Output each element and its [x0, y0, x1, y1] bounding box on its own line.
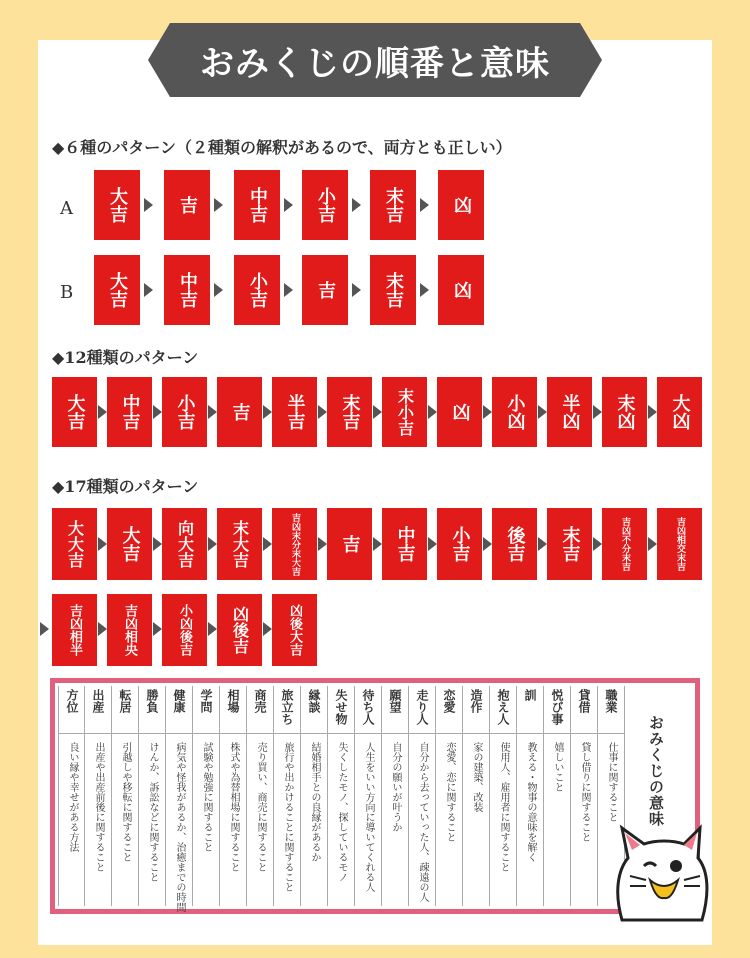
meaning-column [490, 686, 517, 906]
arrow-right-icon [263, 405, 272, 419]
arrow-right-icon [428, 537, 437, 551]
fortune-card [438, 170, 484, 240]
fortune-card [327, 508, 372, 580]
meaning-column [409, 686, 436, 906]
meaning-desc [436, 742, 462, 842]
meaning-desc [139, 742, 165, 882]
meaning-column [220, 686, 247, 906]
fortune-card [302, 170, 348, 240]
meaning-column [58, 686, 85, 906]
fortune-card [272, 508, 317, 580]
meaning-desc [85, 742, 111, 872]
fortune-card [107, 508, 152, 580]
meaning-desc [220, 742, 246, 872]
meaning-head [355, 686, 381, 734]
card-label: 凶後大吉 [287, 604, 302, 656]
card-label: 半凶 [559, 394, 581, 430]
meaning-desc [571, 742, 597, 842]
fortune-card [164, 255, 210, 325]
meaning-head-label: 恋愛 [442, 689, 456, 713]
fortune-card [217, 377, 262, 447]
arrow-right-icon [373, 537, 382, 551]
meaning-head [220, 686, 246, 734]
arrow-right-icon [420, 198, 429, 212]
arrow-right-icon [483, 537, 492, 551]
meaning-head-label: 転居 [118, 689, 132, 713]
card-label: 末大吉 [230, 520, 250, 568]
meaning-desc [301, 742, 327, 862]
arrow-right-icon [538, 405, 547, 419]
meaning-column [355, 686, 382, 906]
meaning-column [247, 686, 274, 906]
card-label: 吉凶相央 [122, 604, 137, 656]
card-label: 中吉 [119, 394, 141, 430]
card-label: 末吉 [383, 272, 404, 308]
arrow-right-icon [144, 283, 153, 297]
meanings-table [58, 686, 618, 912]
arrow-right-icon [144, 198, 153, 212]
fortune-card [602, 377, 647, 447]
fortune-card [382, 508, 427, 580]
meaning-desc-text: 引越しや移転に関すること [120, 742, 131, 862]
fortune-card [52, 594, 97, 666]
row-label-b: B [60, 282, 74, 303]
card-label: 吉凶不分末吉 [620, 517, 630, 571]
meaning-column [517, 686, 544, 906]
fortune-card [547, 508, 592, 580]
meaning-desc-text: 家の建築、改装 [471, 742, 482, 812]
fortune-card [437, 377, 482, 447]
meaning-head-label: 走り人 [415, 689, 429, 725]
meaning-desc-text: 教える・物事の意味を解く [525, 742, 536, 862]
meaning-desc [517, 742, 543, 862]
card-label: 大吉 [107, 272, 128, 308]
arrow-right-icon [428, 405, 437, 419]
fortune-card [382, 377, 427, 447]
meaning-head [463, 686, 489, 734]
meaning-head-label: 失せ物 [334, 689, 348, 725]
meaning-head [490, 686, 516, 734]
fortune-card [327, 377, 372, 447]
meaning-head-label: 勝負 [145, 689, 159, 713]
arrow-right-icon [98, 537, 107, 551]
card-label: 末凶 [614, 394, 636, 430]
card-label: 凶 [449, 403, 471, 421]
meaning-desc-text: 株式や為替相場に関すること [228, 742, 239, 872]
arrow-right-icon [593, 405, 602, 419]
fortune-card [437, 508, 482, 580]
card-label: 末吉 [559, 526, 581, 562]
card-label: 向大吉 [175, 520, 195, 568]
meaning-desc-text: けんか、訴訟などに関すること [147, 742, 158, 882]
card-label: 小凶 [504, 394, 526, 430]
meaning-head [166, 686, 192, 734]
page-title: おみくじの順番と意味 [200, 43, 550, 84]
card-label: 小吉 [247, 272, 268, 308]
meaning-desc-text: 貸し借りに関すること [579, 742, 590, 842]
meaning-head-label: 願望 [388, 689, 402, 713]
card-label: 末吉 [339, 394, 361, 430]
card-label: 小吉 [449, 526, 471, 562]
meaning-desc [112, 742, 138, 862]
meaning-column [382, 686, 409, 906]
arrow-right-icon [263, 622, 272, 636]
meaning-desc-text: 売り買い、商売に関すること [255, 742, 266, 872]
arrow-right-icon [98, 622, 107, 636]
fortune-card [492, 377, 537, 447]
arrow-right-icon [483, 405, 492, 419]
meaning-head-label: 職業 [604, 689, 618, 713]
meaning-head-label: 出産 [91, 689, 105, 713]
arrow-right-icon [284, 198, 293, 212]
arrow-right-icon [648, 537, 657, 551]
meaning-head-label: 造作 [469, 689, 483, 713]
arrow-right-icon [420, 283, 429, 297]
meaning-desc [193, 742, 219, 852]
meaning-head [571, 686, 597, 734]
meaning-head-label: 待ち人 [361, 689, 375, 725]
meaning-head-label: 貸借 [577, 689, 591, 713]
meaning-column [436, 686, 463, 906]
fortune-card [302, 255, 348, 325]
arrow-right-icon [98, 405, 107, 419]
arrow-right-icon [153, 405, 162, 419]
arrow-right-icon [318, 537, 327, 551]
card-label: 大大吉 [65, 520, 85, 568]
arrow-right-icon [593, 537, 602, 551]
card-label: 小吉 [174, 394, 196, 430]
meaning-desc-text: 自分から去っていった人、疎遠の人 [417, 742, 428, 902]
card-label: 吉凶相半 [67, 604, 82, 656]
card-label: 中吉 [177, 272, 198, 308]
meaning-desc [544, 742, 570, 792]
meaning-column [544, 686, 571, 906]
arrow-right-icon [40, 622, 49, 636]
meanings-title: おみくじの意味 [647, 715, 665, 827]
meaning-head [517, 686, 543, 734]
card-label: 大吉 [64, 394, 86, 430]
meaning-desc-text: 人生をいい方向に導いてくれる人 [363, 742, 374, 892]
card-label: 吉 [229, 403, 251, 421]
meaning-head [382, 686, 408, 734]
arrow-right-icon [352, 198, 361, 212]
card-label: 中吉 [394, 526, 416, 562]
arrow-right-icon [263, 537, 272, 551]
meaning-column [85, 686, 112, 906]
meaning-head-label: 訓 [523, 689, 537, 701]
meaning-head [301, 686, 327, 734]
meaning-head [247, 686, 273, 734]
arrow-right-icon [208, 622, 217, 636]
meaning-head [409, 686, 435, 734]
title-banner [148, 23, 602, 97]
meaning-head [436, 686, 462, 734]
meaning-head-label: 方位 [65, 689, 79, 713]
card-label: 小凶後吉 [177, 604, 192, 656]
meaning-head [112, 686, 138, 734]
fortune-card [438, 255, 484, 325]
meaning-head [544, 686, 570, 734]
meaning-desc [409, 742, 435, 902]
card-label: 吉 [315, 281, 336, 299]
meaning-desc-text: 出産や出産前後に関すること [93, 742, 104, 872]
fortune-card [657, 377, 702, 447]
fortune-card [94, 170, 140, 240]
meaning-head-label: 健康 [172, 689, 186, 713]
fortune-card [162, 594, 207, 666]
fortune-card [657, 508, 702, 580]
meaning-desc [490, 742, 516, 872]
meaning-desc-text: 試験や勉強に関すること [201, 742, 212, 852]
meaning-desc [274, 742, 300, 892]
card-label: 凶後吉 [230, 606, 250, 654]
meaning-column [139, 686, 166, 906]
card-label: 小吉 [315, 187, 336, 223]
meaning-head [193, 686, 219, 734]
card-label: 末小吉 [395, 388, 415, 436]
arrow-right-icon [648, 405, 657, 419]
meaning-desc [382, 742, 408, 832]
meaning-head [274, 686, 300, 734]
card-label: 吉凶末分末大吉 [290, 512, 300, 576]
meaning-desc-text: 仕事に関すること [606, 742, 617, 822]
meaning-head-label: 旅立ち [280, 689, 294, 725]
meaning-desc [247, 742, 273, 872]
meaning-desc-text: 結婚相手との良縁があるか [309, 742, 320, 862]
card-label: 凶 [451, 196, 472, 214]
meaning-desc [59, 742, 85, 852]
meaning-column [112, 686, 139, 906]
meaning-head [328, 686, 354, 734]
fortune-card [107, 594, 152, 666]
card-label: 凶 [451, 281, 472, 299]
card-label: 半吉 [284, 394, 306, 430]
card-label: 大吉 [119, 526, 141, 562]
arrow-right-icon [373, 405, 382, 419]
cat-icon [600, 800, 712, 925]
meaning-column [193, 686, 220, 906]
fortune-card [234, 170, 280, 240]
fortune-card [217, 508, 262, 580]
meaning-column [571, 686, 598, 906]
arrow-right-icon [208, 537, 217, 551]
card-label: 大凶 [669, 394, 691, 430]
fortune-card [272, 377, 317, 447]
meaning-column [274, 686, 301, 906]
meaning-head [139, 686, 165, 734]
fortune-card [492, 508, 537, 580]
meaning-column [463, 686, 490, 906]
meaning-head-label: 悦び事 [550, 689, 564, 725]
meaning-desc-text: 旅行や出かけることに関すること [282, 742, 293, 892]
meaning-desc [463, 742, 489, 812]
fortune-card [94, 255, 140, 325]
fortune-card [370, 170, 416, 240]
fortune-card [370, 255, 416, 325]
card-label: 末吉 [383, 187, 404, 223]
fortune-card [162, 377, 207, 447]
card-label: 吉 [339, 535, 361, 553]
meaning-desc-text: 嬉しいこと [552, 742, 563, 792]
arrow-right-icon [214, 283, 223, 297]
card-label: 吉 [177, 196, 198, 214]
meaning-head-label: 相場 [226, 689, 240, 713]
meaning-column [166, 686, 193, 912]
card-label: 中吉 [247, 187, 268, 223]
meaning-head-label: 商売 [253, 689, 267, 713]
row-label-a: A [60, 198, 73, 219]
meaning-desc [355, 742, 381, 892]
card-label: 大吉 [107, 187, 128, 223]
meaning-desc-text: 病気や怪我があるか、治癒までの時間 [174, 742, 185, 912]
meaning-head-label: 縁談 [307, 689, 321, 713]
fortune-card [602, 508, 647, 580]
fortune-card [107, 377, 152, 447]
meaning-desc-text: 良い縁や幸せがある方法 [67, 742, 78, 852]
meaning-desc [328, 742, 354, 882]
arrow-right-icon [153, 622, 162, 636]
meaning-column [301, 686, 328, 906]
arrow-right-icon [284, 283, 293, 297]
section-heading-12: ◆12種類のパターン [52, 348, 199, 367]
fortune-card [234, 255, 280, 325]
meaning-desc-text: 失くしたモノ、探しているモノ [336, 742, 347, 882]
arrow-right-icon [352, 283, 361, 297]
meaning-desc-text: 使用人、雇用者に関すること [498, 742, 509, 872]
arrow-right-icon [153, 537, 162, 551]
fortune-card [162, 508, 207, 580]
meaning-head [85, 686, 111, 734]
arrow-right-icon [208, 405, 217, 419]
meaning-head-label: 学問 [199, 689, 213, 713]
section-heading-6: ◆６種のパターン（２種類の解釈があるので、両方とも正しい） [52, 138, 512, 157]
meaning-desc [166, 742, 192, 912]
section-heading-17: ◆17種類のパターン [52, 477, 199, 496]
meaning-desc-text: 恋愛、恋に関すること [444, 742, 455, 842]
arrow-right-icon [538, 537, 547, 551]
meaning-head-label: 抱え人 [496, 689, 510, 725]
fortune-card [547, 377, 592, 447]
fortune-card [52, 508, 97, 580]
fortune-card [217, 594, 262, 666]
fortune-card [164, 170, 210, 240]
card-label: 後吉 [504, 526, 526, 562]
arrow-right-icon [318, 405, 327, 419]
meaning-desc-text: 自分の願いが叶うか [390, 742, 401, 832]
fortune-card [52, 377, 97, 447]
meaning-head [59, 686, 85, 734]
meaning-head [598, 686, 624, 734]
card-label: 吉凶相交末吉 [675, 517, 685, 571]
fortune-card [272, 594, 317, 666]
meaning-column [328, 686, 355, 906]
arrow-right-icon [214, 198, 223, 212]
